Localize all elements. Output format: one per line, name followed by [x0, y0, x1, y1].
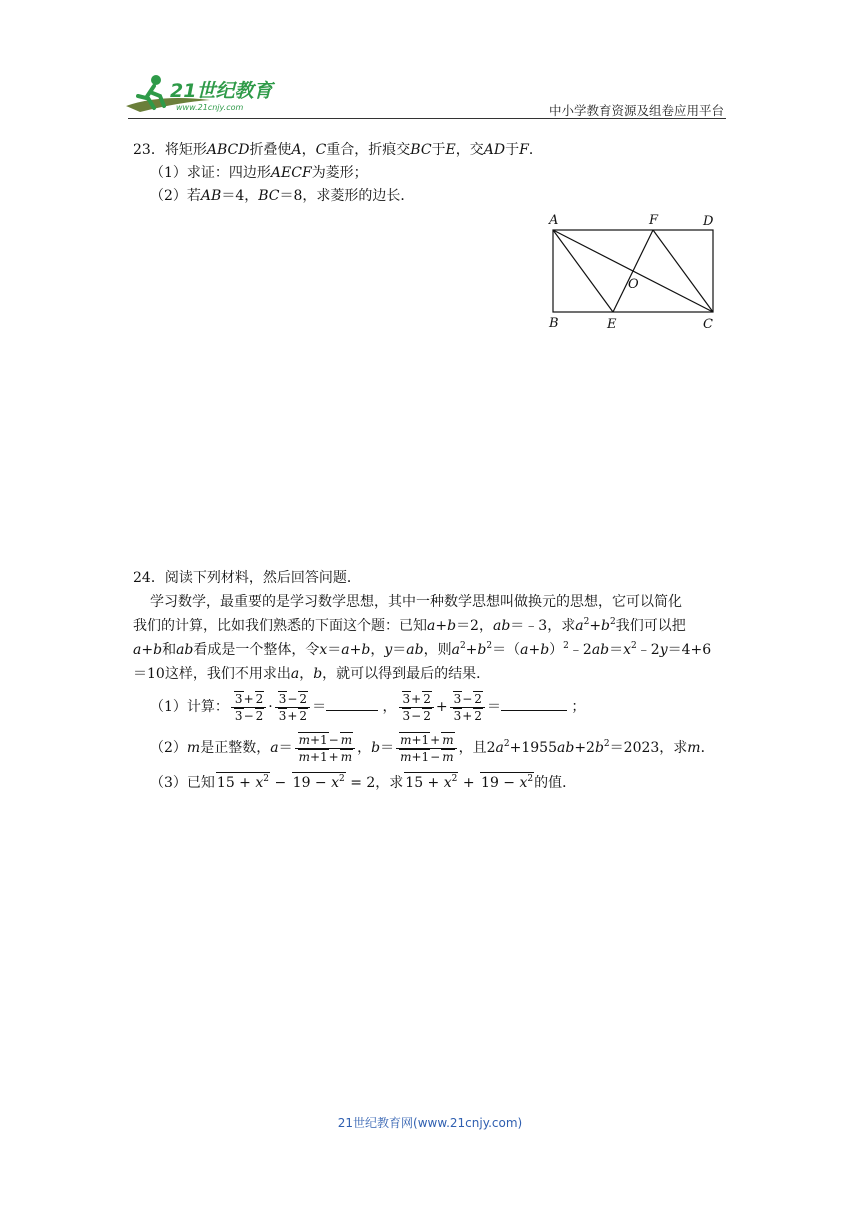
q24-para-line3: a+b和ab看成是一个整体，令x＝a+b，y＝ab，则$a^2+b^2=(a+b)^2﹣2ab=x^2﹣2y=4+6$ [133, 641, 712, 658]
label-a: A [549, 213, 559, 228]
frac-4: $\frac{3- 2}{3+ 2}$ [450, 691, 485, 724]
frac-3: $\frac{3+ 2}{3- 2}$ [399, 691, 434, 724]
label-d: D [703, 214, 714, 229]
label-e: E [607, 317, 617, 332]
logo-text: 21世纪教育 [170, 80, 273, 102]
rectangle-fold-figure [545, 210, 725, 335]
q24-para-line2: 我们的计算，比如我们熟悉的下面这个题：已知a+b＝2，ab＝﹣3，求$a^2+b^2$我们可以把 [133, 617, 686, 634]
q23-part1: （1）求证：四边形AECF为菱形； [150, 165, 368, 181]
header-divider [128, 118, 726, 119]
frac-a: $\frac{m+1- m}{m+1+ m}$ [295, 732, 356, 765]
platform-name: 中小学教育资源及组卷应用平台 [548, 103, 724, 118]
label-b: B [549, 316, 559, 331]
q23-part2: （2）若AB＝4，BC＝8，求菱形的边长． [150, 188, 415, 204]
q23-stem: 23．将矩形ABCD折叠使A，C重合，折痕交BC于E，交AD于F． [133, 142, 543, 158]
answer-blank-2 [501, 710, 567, 711]
frac-2: $\frac{3- 2}{3+ 2}$ [275, 691, 310, 724]
logo-url: www.21cnjy.com [176, 103, 244, 112]
label-f: F [649, 213, 659, 228]
q24-part3: （3）已知 $15 + x^2 - 19 - x^2 = 2$，求 $15 + x^2 + 19 - x^2$的值． [150, 774, 577, 791]
q24-stem: 24．阅读下列材料，然后回答问题． [133, 570, 361, 586]
answer-blank-1 [326, 710, 378, 711]
frac-b: $\frac{m+1+ m}{m+1- m}$ [396, 732, 457, 765]
segment-ae [553, 230, 613, 312]
segment-fc [653, 230, 713, 312]
label-o: O [628, 277, 639, 292]
footer: 21世纪教育网(www.21cnjy.com) [337, 1116, 523, 1130]
segment-ef [613, 230, 653, 312]
label-c: C [703, 317, 713, 332]
q24-part2: （2）m是正整数，a＝ $\frac{m+1- m}{m+1+ m}$ ，b＝ $\frac{m+1+ m}{m+1- m}$ ，且$2a^2+1955ab+2b^2=2023$，求m． [150, 732, 715, 764]
frac-1: $\frac{3+ 2}{3- 2}$ [231, 691, 266, 724]
q24-part1: （1）计算： $\frac{3+ 2}{3- 2}$ · $\frac{3- 2}{3+ 2}$ ＝ ， $\frac{3+ 2}{3- 2}$ + $\frac{3- 2}{3+ 2}$ ＝ ； [150, 691, 586, 723]
q24-para-line4: ＝10这样，我们不用求出a，b，就可以得到最后的结果． [133, 666, 491, 682]
logo [120, 72, 305, 116]
q24-para-line1: 学习数学，最重要的是学习数学思想，其中一种数学思想叫做换元的思想，它可以简化 [150, 594, 682, 610]
